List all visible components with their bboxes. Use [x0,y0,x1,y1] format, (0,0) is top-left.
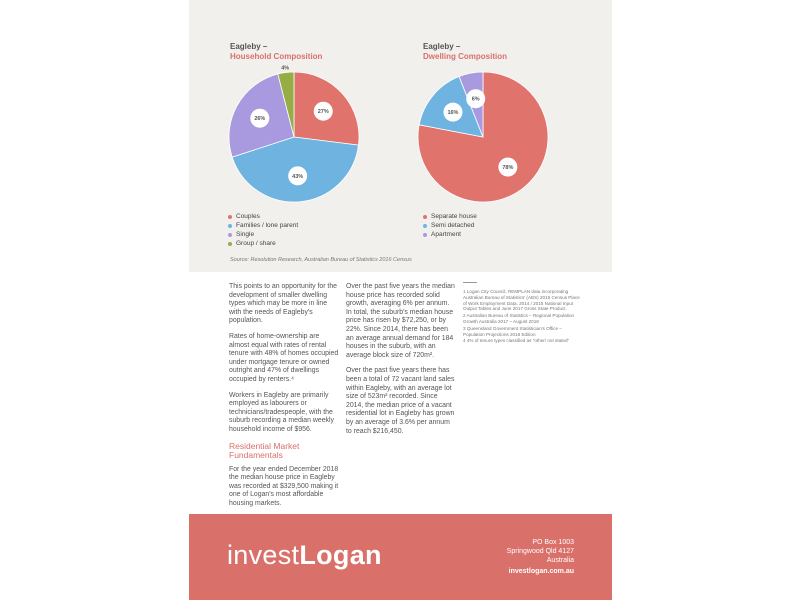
slice-value-label: 26% [254,116,266,123]
legend-label: Apartment [431,231,461,238]
legend-swatch [228,224,232,228]
dwelling-chart-title [423,42,507,62]
paragraph: Rates of home-ownership are almost equal with rates of rental tenure with 48% of homes occupied under mortgage tenure or owned outright and 47% of dwellings occupied by renters.⁴ [229,332,339,383]
logo-bold-text: Logan [299,540,382,570]
legend-item [228,239,298,248]
legend-label: Single [236,231,255,238]
legend-swatch [228,215,232,219]
legend-label: Separate house [431,213,477,220]
footnotes [463,282,583,345]
footnote: 1 Logan City Council, REMPLAN data incorporating Australian Bureau of Statistics' (ABS) 2016 Census Place of Work Employment Data, 2014 / 2015 National Input Output Tables and June 2017 Gross State Product. [463,289,580,312]
address-line: Australia [546,557,574,564]
legend-label: Couples [236,213,260,220]
legend-item [228,212,298,221]
page [189,0,612,600]
legend-swatch [228,242,232,246]
legend-item [423,212,477,221]
slice-value-label: 78% [502,165,514,172]
footnote: 3 Queensland Government Statistician's Office – Population Projections 2018 Edition [463,325,562,337]
postal-address [507,538,574,565]
dwelling-legend [423,212,477,239]
footnote: 4 4% of tenure types classified as "other/ not stated" [463,338,570,344]
paragraph: Over the past five years there has been a total of 72 vacant land sales within Eagleby, with an average lot size of 523m² recorded. Since 2014, the median price of a vacant residential lot in Eagleby has grown by an average of 3.6% per annum to reach $216,450. [346,367,455,435]
paragraph: This points to an opportunity for the development of smaller dwelling types which may be more in line with the needs of Eagleby's population. [229,283,338,325]
slice-value-label: 43% [292,173,304,180]
address-line: Springwood Qld 4127 [506,548,574,555]
logo-light-text: invest [227,540,300,570]
address-line: PO Box 1003 [532,539,574,546]
dwelling-pie-chart [416,70,550,204]
invest-logan-logo[interactable] [227,540,382,571]
slice-value-label: 6% [471,96,480,103]
legend-label: Families / lone parent [236,222,299,229]
body-column-2 [346,283,456,443]
legend-swatch [228,233,232,237]
legend-swatch [423,215,427,219]
body-column-1 [229,283,339,515]
slice-value-label: 27% [317,109,329,116]
footnote: 2 Australian Bureau of Statistics – Regional Population Growth Australia 2017 – August 2018 [463,313,575,324]
charts-panel [189,0,612,272]
household-chart-title-line2: Household Composition [230,52,323,61]
legend-item [423,230,477,239]
legend-label: Group / share [236,240,276,247]
paragraph: For the year ended December 2018 the median house price in Eagleby was recorded at $329,500 making it one of Logan's most affordable housing markets. [229,465,339,507]
paragraph: Over the past five years the median house price has recorded solid growth, averaging 6% per annum. In total, the suburb's median house price has risen by $72,250, or by 22%. Since 2014, there has been an average annual demand for 184 houses in the suburb, with an average block size of 720m². [346,283,455,359]
legend-swatch [423,233,427,237]
paragraph: Workers in Eagleby are primarily employed as labourers or technicians/tradespeople, with the suburb recording a median weekly household income of $956. [229,391,334,433]
chart-source: Source: Resolution Research, Australian Bureau of Statistics 2016 Census [230,257,412,263]
legend-label: Semi detached [431,222,475,229]
footnote-divider [463,282,477,283]
website-link[interactable]: investlogan.com.au [508,568,574,575]
legend-item [228,221,298,230]
section-heading: Residential Market Fundamentals [229,440,300,460]
legend-item [423,221,477,230]
household-pie-chart [227,65,361,204]
legend-swatch [423,224,427,228]
household-chart-title-line1: Eagleby – [230,42,268,51]
footer [189,514,612,600]
household-chart-title [230,42,322,62]
legend-item [228,230,298,239]
household-legend [228,212,298,248]
dwelling-chart-title-line1: Eagleby – [423,42,461,51]
slice-value-label: 4% [281,65,290,72]
slice-value-label: 16% [447,110,459,117]
dwelling-chart-title-line2: Dwelling Composition [423,52,507,61]
